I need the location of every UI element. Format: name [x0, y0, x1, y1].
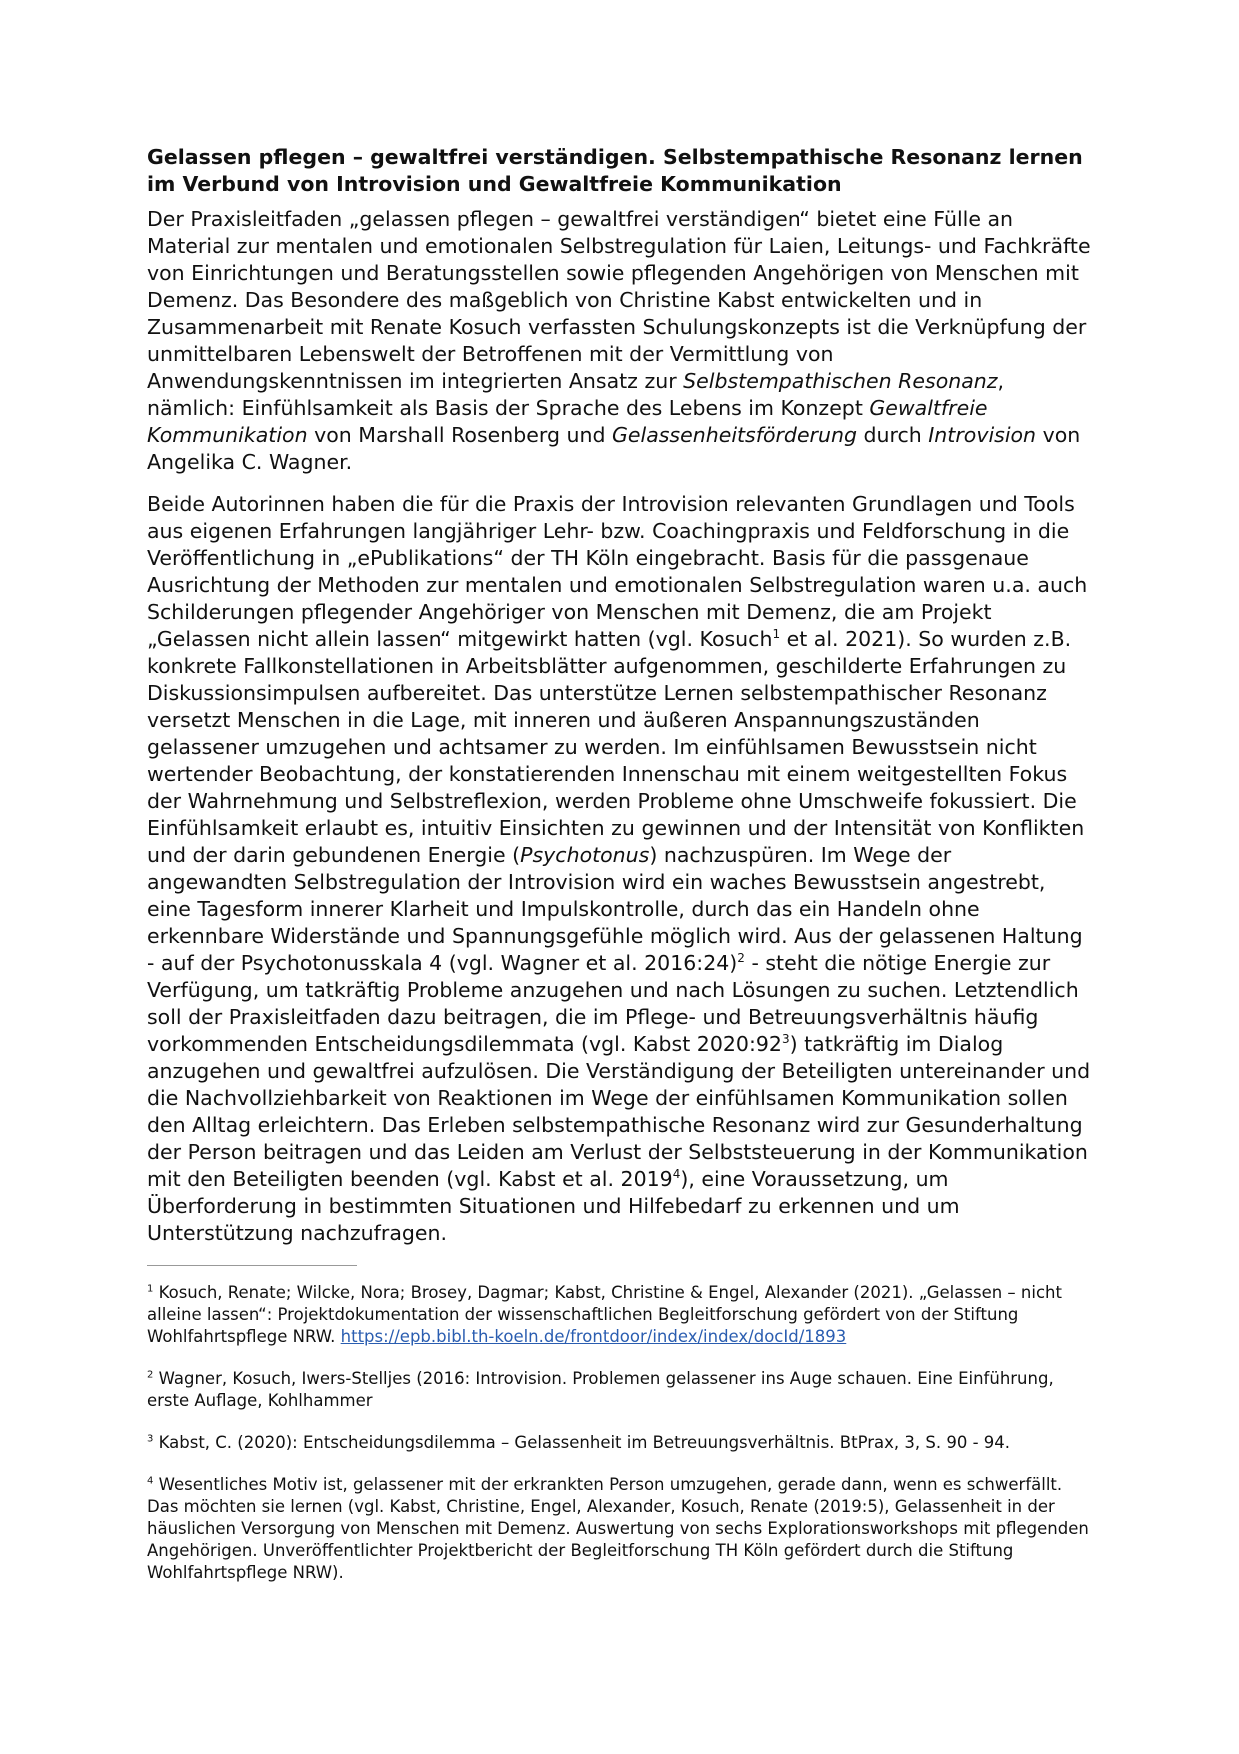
italic-term: Gelassenheitsförderung	[612, 423, 857, 447]
footnote-2	[147, 1368, 1092, 1412]
footnote-number: 2	[147, 1369, 154, 1381]
footnote-separator	[147, 1265, 357, 1266]
footnote-ref[interactable]: 2	[737, 951, 745, 966]
paragraph-text: von Angelika C. Wagner.	[147, 423, 1081, 474]
footnote-4	[147, 1474, 1092, 1584]
paragraph-1	[147, 206, 1092, 476]
footnote-number: 4	[147, 1475, 154, 1487]
italic-term: Psychotonus	[520, 843, 650, 867]
footnote-ref[interactable]: 1	[772, 627, 781, 642]
document-title: Gelassen pflegen – gewaltfrei verständigen. Selbstempathische Resonanz lernen im Verbund von Introvision und Gewaltfreie Kommunikation	[147, 145, 1083, 196]
italic-term: Selbstempathischen Resonanz	[683, 369, 998, 393]
italic-term: Introvision	[928, 423, 1037, 447]
footnote-ref[interactable]: 4	[672, 1167, 681, 1182]
footnote-number: 1	[147, 1283, 154, 1295]
footnote-text: Wesentliches Motiv ist, gelassener mit der erkrankten Person umzugehen, gerade dann, wenn es schwerfällt. Das möchten sie lernen (vgl. Kabst, Christine, Engel, Alexander, Kosuch, Renate (2019:5), Gelassenheit in der häuslichen Versorgung von Menschen mit Demenz. Auswertung von sechs Explorationsworkshops mit pflegenden Angehörigen. Unveröffentlichter Projektbericht der Begleitforschung TH Köln gefördert durch die Stiftung Wohlfahrtspflege NRW).	[147, 1475, 1089, 1582]
paragraph-text: ), eine Voraussetzung, um Überforderung in bestimmten Situationen und Hilfebedarf zu erkennen und um Unterstützung nachzufragen.	[147, 1167, 960, 1245]
footnote-number: 3	[147, 1433, 154, 1445]
footnote-1	[147, 1282, 1092, 1348]
italic-term: Gewaltfreie Kommunikation	[147, 396, 988, 447]
paragraph-text: ) nachzuspüren. Im Wege der angewandten Selbstregulation der Introvision wird ein waches Bewusstsein angestrebt, eine Tagesform innerer Klarheit und Impulskontrolle, durch das ein Handeln ohne erkennbare Widerstände und Spannungsgefühle möglich wird. Aus der gelassenen Haltung - auf der Psychotonusskala 4 (vgl. Wagner et al. 2016:24)	[147, 843, 1083, 975]
document-body	[147, 144, 1092, 1604]
footnote-ref[interactable]: 3	[781, 1032, 790, 1047]
paragraph-text: durch	[856, 423, 929, 447]
paragraph-2	[147, 491, 1092, 1247]
footnote-link[interactable]: https://epb.bibl.th-koeln.de/frontdoor/index/index/docId/1893	[340, 1327, 847, 1346]
paragraph-text: et al. 2021). So wurden z.B. konkrete Fallkonstellationen in Arbeitsblätter aufgenommen, geschilderte Erfahrungen zu Diskussionsimpulsen aufbereitet. Das unterstütze Lernen selbstempathischer Resonanz versetzt Menschen in die Lage, mit inneren und äußeren Anspannungszuständen gelassener umzugehen und achtsamer zu werden. Im einfühlsamen Bewusstsein nicht wertender Beobachtung, der konstatierenden Innenschau mit einem weitgestellten Fokus der Wahrnehmung und Selbstreflexion, werden Probleme ohne Umschweife fokussiert. Die Einfühlsamkeit erlaubt es, intuitiv Einsichten zu gewinnen und der Intensität von Konflikten und der darin gebundenen Energie (	[147, 627, 1085, 867]
paragraph-text: ) tatkräftig im Dialog anzugehen und gewaltfrei aufzulösen. Die Verständigung der Beteiligten untereinander und die Nachvollziehbarkeit von Reaktionen im Wege der einfühlsamen Kommunikation sollen den Alltag erleichtern. Das Erleben selbstempathische Resonanz wird zur Gesunderhaltung der Person beitragen und das Leiden am Verlust der Selbststeuerung in der Kommunikation mit den Beteiligten beenden (vgl. Kabst et al. 2019	[147, 1032, 1091, 1191]
footnote-text: Kabst, C. (2020): Entscheidungsdilemma – Gelassenheit im Betreuungsverhältnis. BtPrax, 3, S. 90 - 94.	[153, 1433, 1011, 1452]
footnote-3	[147, 1432, 1092, 1454]
paragraph-text: von Marshall Rosenberg und	[307, 423, 612, 447]
paragraph-text: - steht die nötige Energie zur Verfügung, um tatkräftig Probleme anzugehen und nach Lösungen zu suchen. Letztendlich soll der Praxisleitfaden dazu beitragen, die im Pflege- und Betreuungsverhältnis häufig vorkommenden Entscheidungsdilemmata (vgl. Kabst 2020:92	[147, 951, 1079, 1056]
footnote-text: Wagner, Kosuch, Iwers-Stelljes (2016: Introvision. Problemen gelassener ins Auge schauen. Eine Einführung, erste Auflage, Kohlhammer	[147, 1369, 1054, 1410]
paragraph-text: Der Praxisleitfaden „gelassen pflegen – gewaltfrei verständigen“ bietet eine Fülle an Material zur mentalen und emotionalen Selbstregulation für Laien, Leitungs- und Fachkräfte von Einrichtungen und Beratungsstellen sowie pflegenden Angehörigen von Menschen mit Demenz. Das Besondere des maßgeblich von Christine Kabst entwickelten und in Zusammenarbeit mit Renate Kosuch verfassten Schulungskonzepts ist die Verknüpfung der unmittelbaren Lebenswelt der Betroffenen mit der Vermittlung von Anwendungskenntnissen im integrierten Ansatz zur	[147, 207, 1091, 393]
footnote-text: Kosuch, Renate; Wilcke, Nora; Brosey, Dagmar; Kabst, Christine & Engel, Alexander (2021). „Gelassen – nicht alleine lassen“: Projektdokumentation der wissenschaftlichen Begleitforschung gefördert von der Stiftung Wohlfahrtspflege NRW.	[147, 1283, 1062, 1346]
paragraph-text: , nämlich: Einfühlsamkeit als Basis der Sprache des Lebens im Konzept	[147, 369, 1005, 420]
paragraph-text: Beide Autorinnen haben die für die Praxis der Introvision relevanten Grundlagen und Tools aus eigenen Erfahrungen langjähriger Lehr- bzw. Coachingpraxis und Feldforschung in die Veröffentlichung in „ePublikations“ der TH Köln eingebracht. Basis für die passgenaue Ausrichtung der Methoden zur mentalen und emotionalen Selbstregulation waren u.a. auch Schilderungen pflegender Angehöriger von Menschen mit Demenz, die am Projekt „Gelassen nicht allein lassen“ mitgewirkt hatten (vgl. Kosuch	[147, 492, 1088, 651]
